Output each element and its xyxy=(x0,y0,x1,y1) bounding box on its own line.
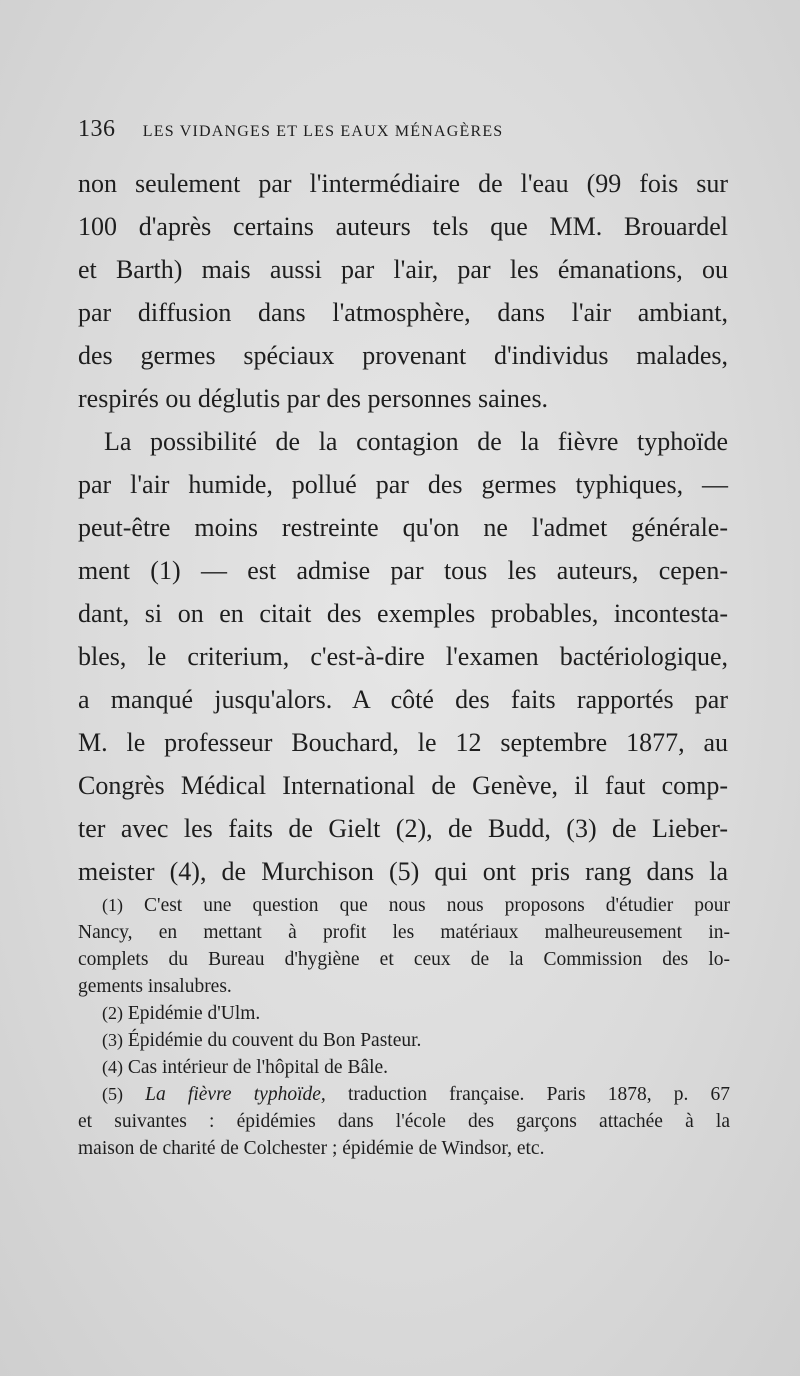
text-line: 100 d'après certains auteurs tels que MM. Brouardel xyxy=(78,212,728,241)
text-line: meister (4), de Murchison (5) qui ont pris rang dans la xyxy=(78,857,728,886)
footnote-marker: (4) xyxy=(102,1057,123,1077)
page-header xyxy=(78,116,718,143)
text-line: Congrès Médical International de Genève, il faut comp- xyxy=(78,771,728,800)
footnote-text: Epidémie d'Ulm. xyxy=(127,1003,261,1024)
footnote-marker: (3) xyxy=(102,1030,123,1050)
footnote-4 xyxy=(78,1054,730,1081)
running-title: LES VIDANGES ET LES EAUX MÉNAGÈRES xyxy=(142,123,504,140)
footnote-line: Nancy, en mettant à profit les matériaux malheureusement in- xyxy=(78,922,730,943)
text-line: respirés ou déglutis par des personnes saines. xyxy=(78,384,549,413)
footnote-line: et suivantes : épidémies dans l'école des garçons attachée à la xyxy=(78,1111,730,1132)
footnote-text: Cas intérieur de l'hôpital de Bâle. xyxy=(127,1057,389,1078)
main-text xyxy=(78,162,728,893)
text-line: dant, si on en citait des exemples probables, incontesta- xyxy=(78,599,728,628)
footnote-text: Épidémie du couvent du Bon Pasteur. xyxy=(127,1030,422,1051)
text-line: et Barth) mais aussi par l'air, par les émanations, ou xyxy=(78,255,728,284)
text-line: ter avec les faits de Gielt (2), de Budd, (3) de Lieber- xyxy=(78,814,728,843)
footnote-line: gements insalubres. xyxy=(78,976,232,997)
text-line: non seulement par l'intermédiaire de l'eau (99 fois sur xyxy=(78,169,728,198)
footnote-3 xyxy=(78,1027,730,1054)
footnote-book-title: La fièvre typhoïde, xyxy=(145,1084,326,1105)
text-line: des germes spéciaux provenant d'individus malades, xyxy=(78,341,728,370)
page-number: 136 xyxy=(78,116,116,142)
text-line: par diffusion dans l'atmosphère, dans l'air ambiant, xyxy=(78,298,728,327)
footnote-text: traduction française. Paris 1878, p. 67 xyxy=(347,1084,731,1105)
text-line: bles, le criterium, c'est-à-dire l'examen bactériologique, xyxy=(78,642,728,671)
footnote-line: complets du Bureau d'hygiène et ceux de la Commission des lo- xyxy=(78,949,730,970)
footnote-5 xyxy=(78,1081,730,1108)
text-line: M. le professeur Bouchard, le 12 septembre 1877, au xyxy=(78,728,728,757)
footnote-marker: (1) xyxy=(102,895,123,915)
footnote-1 xyxy=(78,892,730,919)
text-line: a manqué jusqu'alors. A côté des faits rapportés par xyxy=(78,685,728,714)
footnote-marker: (2) xyxy=(102,1003,123,1023)
footnote-marker: (5) xyxy=(102,1084,123,1104)
text-line: par l'air humide, pollué par des germes typhiques, — xyxy=(78,470,728,499)
text-line: peut-être moins restreinte qu'on ne l'admet générale- xyxy=(78,513,728,542)
footnote-2 xyxy=(78,1000,730,1027)
text-line: ment (1) — est admise par tous les auteurs, cepen- xyxy=(78,556,728,585)
footnotes xyxy=(78,892,730,1162)
footnote-text: C'est une question que nous nous proposons d'étudier pour xyxy=(144,895,730,916)
text-line: La possibilité de la contagion de la fièvre typhoïde xyxy=(104,427,728,456)
footnote-line: maison de charité de Colchester ; épidémie de Windsor, etc. xyxy=(78,1138,545,1159)
